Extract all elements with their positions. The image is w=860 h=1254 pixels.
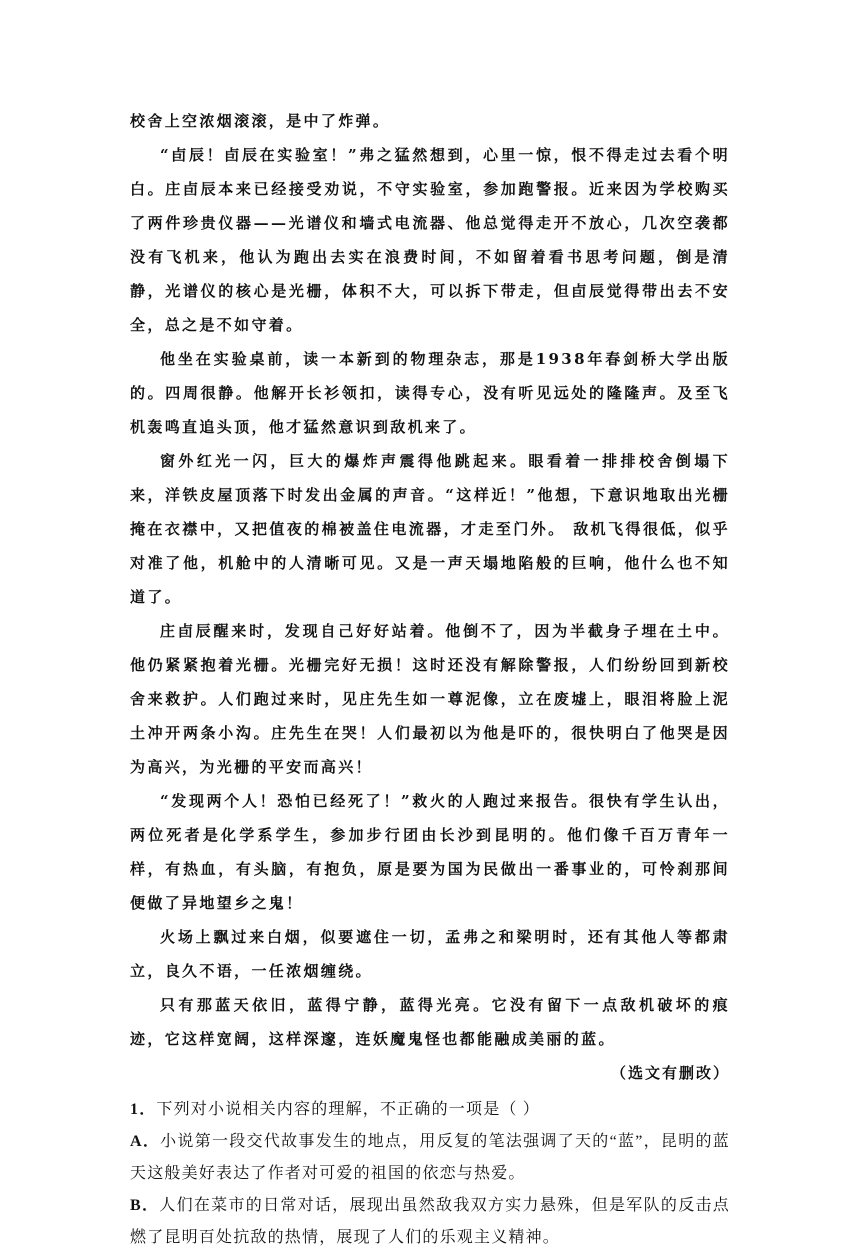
story-paragraph: 校舍上空浓烟滚滚，是中了炸弹。 <box>130 112 391 130</box>
source-note: （选文有删改） <box>610 1064 730 1082</box>
question-stem <box>130 1094 730 1126</box>
story-paragraph: 他坐在实验桌前，读一本新到的物理杂志，那是1938年春剑桥大学出版的。四周很静。他解开长衫领扣，读得专心，没有听见远处的隆隆声。及至飞机轰鸣直追头顶，他才猛然意识到敌机来了。 <box>130 350 730 436</box>
story-paragraph: 火场上飘过来白烟，似要遮住一切，孟弗之和梁明时，还有其他人等都肃立，良久不语，一任浓烟缠绕。 <box>130 928 730 980</box>
story-paragraph: 窗外红光一闪，巨大的爆炸声震得他跳起来。眼看着一排排校舍倒塌下来，洋铁皮屋顶落下时发出金属的声音。“这样近！”他想，下意识地取出光栅掩在衣襟中，又把值夜的棉被盖住电流器，才走至门外。 敌机飞得很低，似乎对准了他，机舱中的人清晰可见。又是一声天塌地陷般的巨响，他什么也不知道了。 <box>130 452 730 606</box>
story-paragraph: “发现两个人！恐怕已经死了！”救火的人跑过来报告。很快有学生认出，两位死者是化学系学生，参加步行团由长沙到昆明的。他们像千百万青年一样，有热血，有头脑，有抱负，原是要为国为民做出一番事业的，可怜刹那间便做了异地望乡之鬼！ <box>130 792 730 912</box>
option-b-label: B． <box>130 1197 160 1214</box>
question-1 <box>130 1094 730 1254</box>
document-page <box>130 104 730 1254</box>
option-a-label: A． <box>130 1133 161 1150</box>
option-a-text: 小说第一段交代故事发生的地点，用反复的笔法强调了天的“蓝”，昆明的蓝天这般美好表达了作者对可爱的祖国的依恋与热爱。 <box>130 1133 730 1182</box>
option-b-text: 人们在菜市的日常对话，展现出虽然敌我双方实力悬殊，但是军队的反击点燃了昆明百处抗敌的热情，展现了人们的乐观主义精神。 <box>130 1197 730 1246</box>
question-number: 1． <box>130 1101 157 1118</box>
question-stem-text: 下列对小说相关内容的理解，不正确的一项是（ ） <box>156 1101 541 1118</box>
story-paragraph: 只有那蓝天依旧，蓝得宁静，蓝得光亮。它没有留下一点敌机破坏的痕迹，它这样宽阔，这样深邃，连妖魔鬼怪也都能融成美丽的蓝。 <box>130 996 730 1048</box>
story-paragraph: “卣辰！卣辰在实验室！”弗之猛然想到，心里一惊，恨不得走过去看个明白。庄卣辰本来已经接受劝说，不守实验室，参加跑警报。近来因为学校购买了两件珍贵仪器——光谱仪和墙式电流器、他总觉得走开不放心，几次空袭都没有飞机来，他认为跑出去实在浪费时间，不如留着看书思考问题，倒是清静，光谱仪的核心是光栅，体积不大，可以拆下带走，但卣辰觉得带出去不安全，总之是不如守着。 <box>130 146 730 334</box>
story-excerpt <box>130 104 730 1056</box>
story-paragraph: 庄卣辰醒来时，发现自己好好站着。他倒不了，因为半截身子埋在土中。他仍紧紧抱着光栅。光栅完好无损！这时还没有解除警报，人们纷纷回到新校舍来救护。人们跑过来时，见庄先生如一尊泥像，立在废墟上，眼泪将脸上泥土冲开两条小沟。庄先生在哭！人们最初以为他是吓的，很快明白了他哭是因为高兴，为光栅的平安而高兴！ <box>130 622 730 776</box>
option-b[interactable] <box>130 1190 730 1254</box>
option-a[interactable] <box>130 1126 730 1190</box>
